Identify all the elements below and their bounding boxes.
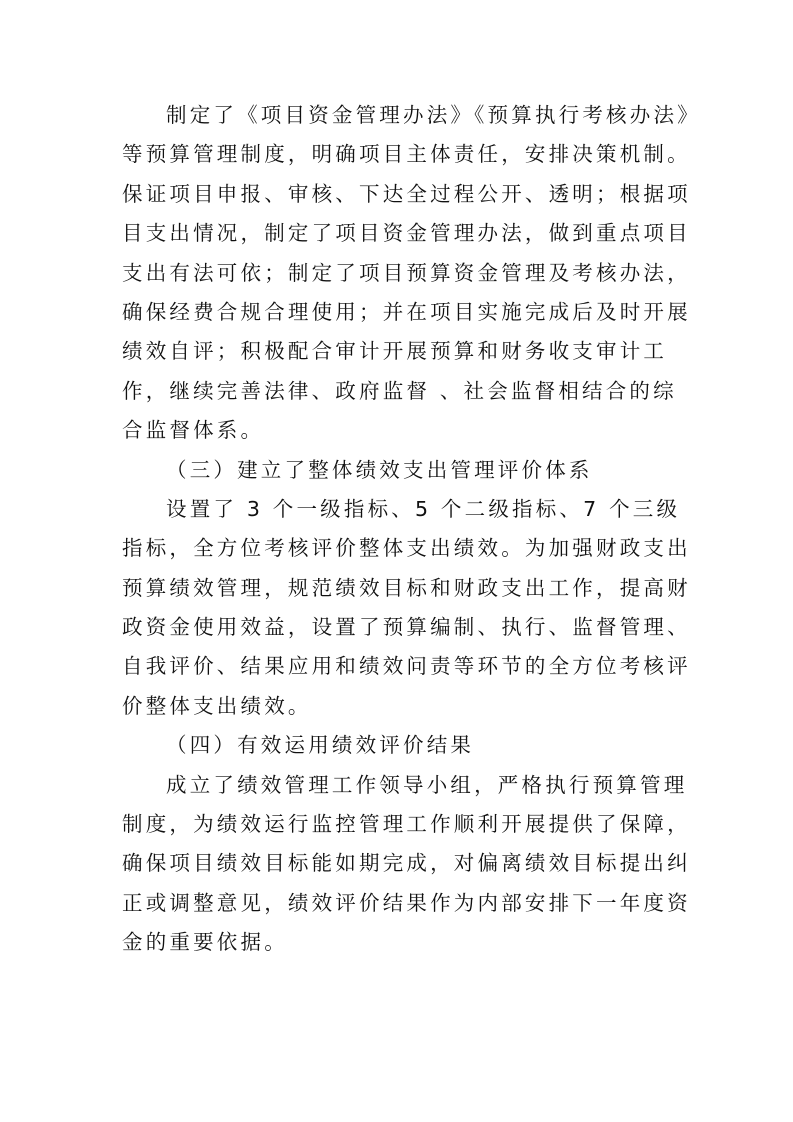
text-line: 作，继续完善法律、政府监督 、社会监督相结合的综 <box>122 378 677 403</box>
text-line: 成立了绩效管理工作领导小组，严格执行预算管理 <box>166 772 688 797</box>
text-line: 支出有法可依；制定了项目预算资金管理及考核办法， <box>122 260 691 285</box>
document-body <box>122 96 701 963</box>
text-line: 自我评价、结果应用和绩效问责等环节的全方位考核评 <box>122 654 691 679</box>
text-line: 确保项目绩效目标能如期完成，对偏离绩效目标提出纠 <box>122 851 691 876</box>
text-line: 指标，全方位考核评价整体支出绩效。为加强财政支出 <box>122 536 691 561</box>
text-line: 等预算管理制度，明确项目主体责任，安排决策机制。 <box>122 142 691 167</box>
text-line: 制度，为绩效运行监控管理工作顺利开展提供了保障， <box>122 812 691 837</box>
section-heading-4: （四）有效运用绩效评价结果 <box>166 733 475 758</box>
text-line: 价整体支出绩效。 <box>122 693 312 718</box>
text-line: 合监督体系。 <box>122 418 265 443</box>
text-line: 目支出情况，制定了项目资金管理办法，做到重点项目 <box>122 221 691 246</box>
text-line: 确保经费合规合理使用；并在项目实施完成后及时开展 <box>122 299 691 324</box>
paragraph-evaluation-results <box>122 766 691 963</box>
text-line: 绩效自评；积极配合审计开展预算和财务收支审计工 <box>122 339 668 364</box>
text-line: 政资金使用效益，设置了预算编制、执行、监督管理、 <box>122 615 691 640</box>
text-line: 设置了 3 个一级指标、5 个二级指标、7 个三级 <box>166 496 681 521</box>
text-line: 预算绩效管理，规范绩效目标和财政支出工作，提高财 <box>122 575 691 600</box>
text-line: 制定了《项目资金管理办法》《预算执行考核办法》 <box>166 103 701 127</box>
text-line: 保证项目申报、审核、下达全过程公开、透明；根据项 <box>122 181 691 206</box>
paragraph-evaluation-indicators <box>122 490 691 726</box>
paragraph-project-fund-management <box>122 96 701 451</box>
section-heading-3: （三）建立了整体绩效支出管理评价体系 <box>166 457 593 482</box>
text-line: 正或调整意见，绩效评价结果作为内部安排下一年度资 <box>122 890 691 915</box>
text-line: 金的重要依据。 <box>122 930 288 955</box>
